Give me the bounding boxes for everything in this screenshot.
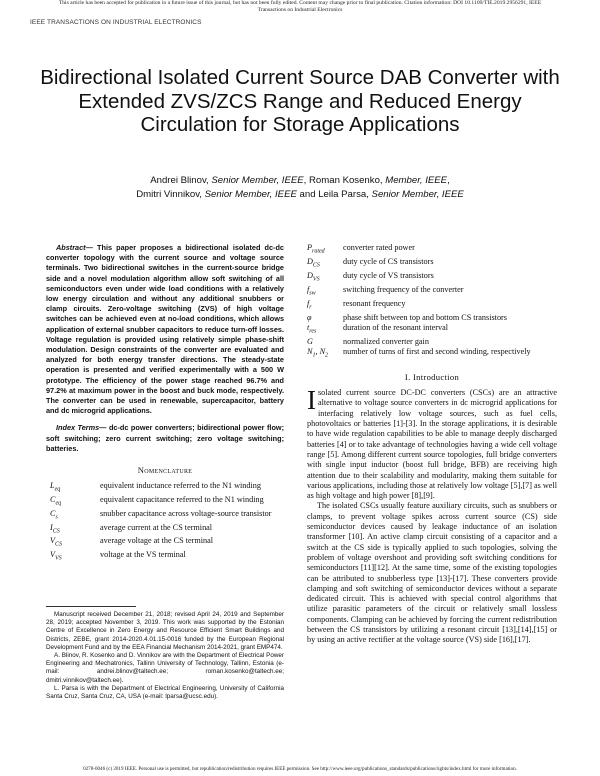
nomenclature-row bbox=[46, 481, 284, 495]
nomenclature-symbol: φ bbox=[307, 312, 312, 322]
nomenclature-desc: number of turns of first and second winding, respectively bbox=[343, 347, 531, 357]
index-terms bbox=[46, 423, 284, 454]
nomenclature-desc: average current at the CS terminal bbox=[100, 522, 213, 532]
nomenclature-symbol: $D_{CS}$ bbox=[307, 256, 320, 269]
nomenclature-row bbox=[307, 323, 557, 337]
abstract-text: This paper proposes a bidirectional isolated dc-dc converter topology with the current source and voltage source terminals. Two bidirectional switches in the current-source bridge side and a novel modulation algorithm allow soft switching of all semiconductors even under wide load conditions with a relatively low energy circulation and without any additional snubbers or clamp circuits. Zero-voltage switching (ZVS) of high voltage switches can be achieved even at no-load conditions, which allows application of external snubber capacitors to reduce turn-off losses. Voltage regulation is provided using relatively simple phase-shift modulation. Design constraints of the converter are evaluated and analyzed for both energy transfer directions. The steady-state operation is presented and verified experimentally with a 500 W prototype. The efficiency of the power stage reached 96.7% and 97.2% at maximum power in the boost and buck mode, respectively. The converter can be used in renewable, supercapacitor, battery and dc microgrid applications. bbox=[46, 243, 284, 416]
author-separator: , bbox=[447, 175, 450, 186]
nomenclature-desc: switching frequency of the converter bbox=[343, 284, 464, 294]
nomenclature-desc: duty cycle of VS transistors bbox=[343, 270, 434, 280]
nomenclature-symbol: G bbox=[307, 336, 313, 346]
copyright-footer: 0278-0046 (c) 2019 IEEE. Personal use is permitted, but republication/redistribution requires IEEE permission. See http://www.ieee.org/publications_standards/publications/rights/index.html for more information. bbox=[83, 766, 517, 772]
author-membership: Senior Member, IEEE bbox=[211, 175, 304, 186]
author-name: Andrei Blinov, bbox=[150, 175, 212, 186]
nomenclature-symbol: $C_s$ bbox=[50, 508, 58, 521]
nomenclature-symbol: $f_r$ bbox=[307, 298, 312, 311]
section-heading-introduction: I. Introduction bbox=[404, 372, 460, 383]
left-column bbox=[46, 243, 284, 564]
nomenclature-row bbox=[307, 299, 557, 313]
nomenclature-symbol: $L_{eq}$ bbox=[50, 481, 61, 493]
nomenclature-table bbox=[46, 481, 284, 564]
nomenclature-desc: duration of the resonant interval bbox=[343, 322, 449, 332]
nomenclature-desc: equivalent inductance referred to the N1 winding bbox=[100, 481, 261, 491]
nomenclature-row bbox=[307, 285, 557, 299]
preprint-banner bbox=[0, 0, 600, 18]
footnote-divider bbox=[46, 606, 136, 607]
nomenclature-symbol: $t_{res}$ bbox=[307, 322, 317, 335]
nomenclature-row bbox=[46, 550, 284, 564]
footnote-manuscript: Manuscript received December 21, 2018; revised April 24, 2019 and September 28, 2019; accepted November 3, 2019. This work was supported by the Estonian Centre of Excellence in Zero Energy and Resource Efficient Smart Buildings and Districts, ZEBE, grant 2014-2020.4.01.15-0016 funded by the European Regional Development Fund and by the EEA Financial Mechanism 2014-2021, grant EMP474. bbox=[46, 611, 284, 651]
banner-line-2: Transactions on Industrial Electronics bbox=[257, 7, 343, 13]
intro-paragraph-1 bbox=[307, 385, 557, 501]
nomenclature-desc: duty cycle of CS transistors bbox=[343, 256, 434, 266]
author-name: and Leila Parsa, bbox=[296, 188, 372, 200]
nomenclature-row bbox=[307, 347, 557, 361]
nomenclature-desc: equivalent capacitance referred to the N1 winding bbox=[100, 494, 264, 504]
nomenclature-symbol: $V_{VS}$ bbox=[50, 550, 62, 562]
author-line-2 bbox=[40, 188, 560, 202]
author-membership: Senior Member, IEEE bbox=[371, 188, 464, 200]
journal-name: IEEE TRANSACTIONS ON INDUSTRIAL ELECTRONICS bbox=[30, 19, 202, 26]
intro-paragraph-2: The isolated CSCs usually feature auxiliary circuits, such as snubbers or clamps, to prevent voltage spikes across current source (CS) side semiconductor devices caused by leakage inductance of an isolation transformer [10]. An active clamp circuit consisting of a capacitor and a switch at the CS side is typically applied to such topologies, solving the problem of voltage overshoot and providing soft switching conditions for semiconductors [11][12]. At the same time, some of the existing topologies can be attributed to snubberless type [13]-[17]. These converters provide clamping and soft switching of semiconductor devices without a separate dedicated circuit. This is achieved with special control algorithms that utilize parasitic parameters of the circuit or relatively small lossless components. Clamping can be achieved by forcing the current redistribution between the CS transistors by utilizing a resonant circuit [13],[14],[15] or by using an active rectifier at the voltage source (VS) side [16],[17]. bbox=[307, 501, 557, 645]
banner-line-1: This article has been accepted for publication in a future issue of this journal, but has not been fully edited. Content may change prior to final publication. Citation information: DOI 10.1109/TIE.2019.2956291, IEEE bbox=[58, 0, 542, 6]
paper-title: Bidirectional Isolated Current Source DAB Converter with Extended ZVS/ZCS Range and Reduced Energy Circulation for Storage Applications bbox=[40, 66, 560, 136]
nomenclature-desc: converter rated power bbox=[343, 243, 415, 252]
nomenclature-row bbox=[307, 337, 557, 347]
nomenclature-desc: resonant frequency bbox=[343, 298, 406, 308]
nomenclature-row bbox=[307, 243, 557, 257]
nomenclature-desc: average voltage at the CS terminal bbox=[100, 536, 213, 546]
author-list bbox=[40, 174, 560, 201]
abstract bbox=[46, 243, 284, 416]
author-membership: Member, IEEE bbox=[385, 175, 448, 186]
abstract-label: Abstract— bbox=[56, 243, 93, 252]
author-line-1 bbox=[40, 174, 560, 188]
author-name: , Roman Kosenko, bbox=[303, 175, 386, 186]
nomenclature-symbol: $I_{CS}$ bbox=[50, 522, 60, 535]
nomenclature-row bbox=[46, 523, 284, 537]
nomenclature-row bbox=[307, 313, 557, 323]
nomenclature-row bbox=[46, 495, 284, 509]
nomenclature-heading: Nomenclature bbox=[137, 465, 193, 476]
nomenclature-row bbox=[307, 257, 557, 271]
nomenclature-symbol: $f_{sw}$ bbox=[307, 284, 316, 297]
nomenclature-symbol: $D_{VS}$ bbox=[307, 270, 320, 283]
nomenclature-row bbox=[46, 536, 284, 550]
index-terms-label: Index Terms— bbox=[56, 423, 107, 433]
nomenclature-symbol: $V_{CS}$ bbox=[50, 536, 63, 549]
nomenclature-symbol: $N_1$, $N_2$ bbox=[307, 347, 329, 359]
nomenclature-symbol: $C_{eq}$ bbox=[50, 494, 62, 507]
index-terms-text: dc-dc power converters; bidirectional power flow; soft switching; zero current switching; zero voltage switching; batteries. bbox=[46, 423, 285, 453]
nomenclature-symbol: $P_{rated}$ bbox=[307, 243, 325, 255]
nomenclature-row bbox=[307, 271, 557, 285]
nomenclature-desc: phase shift between top and bottom CS transistors bbox=[343, 312, 507, 322]
drop-cap: I bbox=[307, 385, 316, 416]
nomenclature-desc: voltage at the VS terminal bbox=[100, 550, 186, 560]
author-membership: Senior Member, IEEE bbox=[204, 188, 297, 200]
intro-paragraph-1-text: solated current source DC-DC converters (CSCs) are an attractive alternative to voltage source converters in dc microgrid applications for interfacing relatively low voltage sources, such as fuel cells, photovoltaics or batteries [1]-[3]. In the storage applications, it is desirable to have wide regulation capabilities to be able to manage deeply discharged batteries [4] or to take advantage of technologies having a wide cell voltage range [5]. Among different current source topologies, full bridge converters with single input inductor (boost full bridge, BFB) are receiving high attention due to their scalability and modularity, making them suitable for various applications, including those at relatively low voltage [5],[7] as well as high voltage and high power [8],[9]. bbox=[307, 388, 557, 501]
footnote-affiliation-2: L. Parsa is with the Department of Electrical Engineering, University of California Santa Cruz, Santa Cruz, CA, USA (e-mail: lparsa@ucsc.edu). bbox=[46, 684, 284, 701]
footnote-affiliation-1: A. Blinov, R. Kosenko and D. Vinnikov are with the Department of Electrical Power Engineering and Mechatronics, Tallinn University of Technology, Tallinn, Estonia (e-mail: andrei.blinov@taltech.ee; roman.kosenko@taltech.ee; dmitri.vinnikov@taltech.ee). bbox=[46, 652, 284, 684]
author-name: Dmitri Vinnikov, bbox=[136, 188, 205, 200]
right-column bbox=[307, 243, 557, 646]
nomenclature-row bbox=[46, 509, 284, 523]
nomenclature-desc: snubber capacitance across voltage-source transistor bbox=[100, 508, 272, 518]
nomenclature-desc: normalized converter gain bbox=[343, 336, 429, 346]
nomenclature-table-continued bbox=[307, 243, 557, 361]
footnotes bbox=[46, 611, 284, 701]
